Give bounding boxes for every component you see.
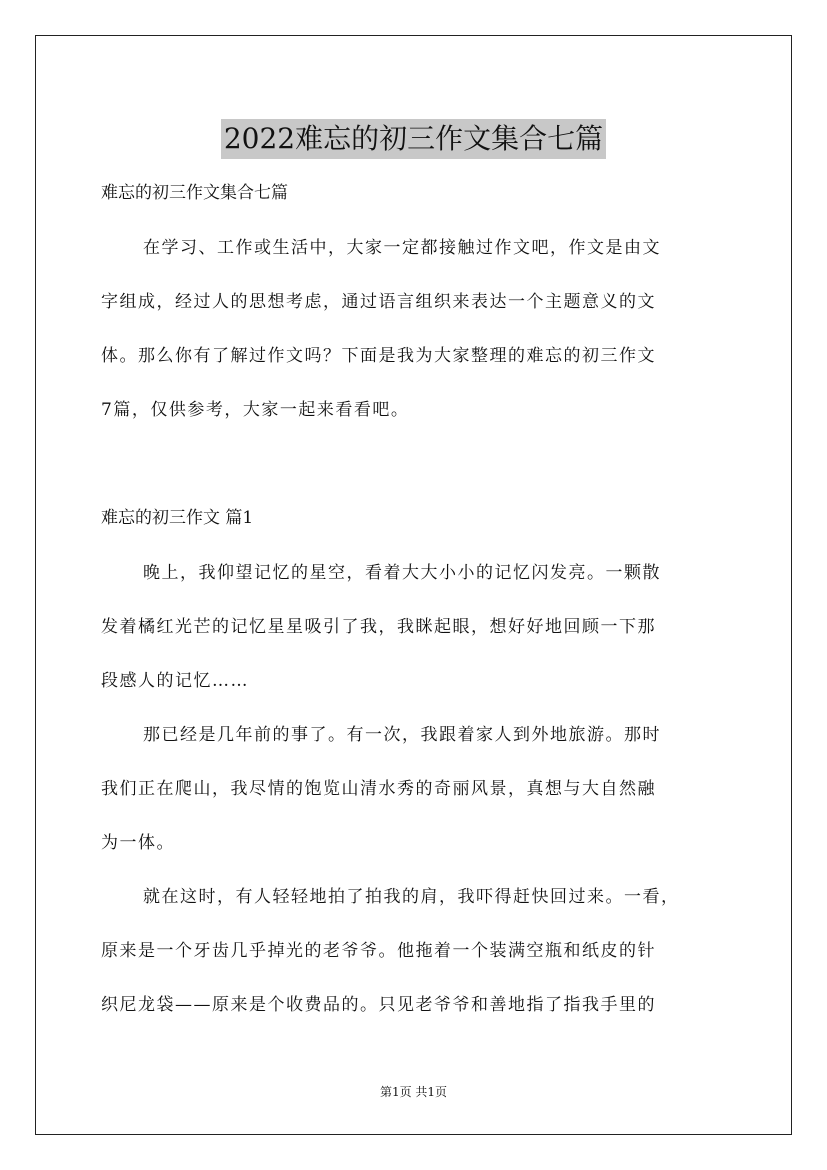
text-line: 发着橘红光芒的记忆星星吸引了我，我眯起眼，想好好地回顾一下那 [101, 617, 656, 637]
text-line: 晚上，我仰望记忆的星空，看着大大小小的记忆闪发亮。一颗散 [143, 563, 661, 583]
text-line: 我们正在爬山，我尽情的饱览山清水秀的奇丽风景，真想与大自然融 [101, 779, 656, 799]
page-footer: 第1页 共1页 [379, 1085, 448, 1099]
text-line: 字组成，经过人的思想考虑，通过语言组织来表达一个主题意义的文 [101, 292, 656, 312]
text-line: 段感人的记忆…… [101, 671, 249, 691]
text-line: 原来是一个牙齿几乎掉光的老爷爷。他拖着一个装满空瓶和纸皮的针 [101, 941, 656, 961]
body-paragraph [101, 546, 741, 708]
document-title: 2022难忘的初三作文集合七篇 [221, 119, 606, 159]
text-line: 7篇，仅供参考，大家一起来看看吧。 [101, 400, 410, 420]
body-paragraph [101, 708, 741, 870]
text-line: 就在这时，有人轻轻地拍了拍我的肩，我吓得赶快回过来。一看， [143, 887, 680, 907]
section-heading: 难忘的初三作文 篇1 [101, 508, 254, 528]
text-line: 为一体。 [101, 833, 175, 853]
intro-paragraph [101, 221, 741, 437]
body-paragraph [101, 870, 741, 1032]
text-line: 织尼龙袋——原来是个收费品的。只见老爷爷和善地指了指我手里的 [101, 995, 656, 1015]
document-subtitle: 难忘的初三作文集合七篇 [101, 183, 288, 203]
text-line: 在学习、工作或生活中，大家一定都接触过作文吧，作文是由文 [143, 238, 661, 258]
text-line: 体。那么你有了解过作文吗？下面是我为大家整理的难忘的初三作文 [101, 346, 656, 366]
text-line: 那已经是几年前的事了。有一次，我跟着家人到外地旅游。那时 [143, 725, 661, 745]
title-area [0, 100, 827, 178]
